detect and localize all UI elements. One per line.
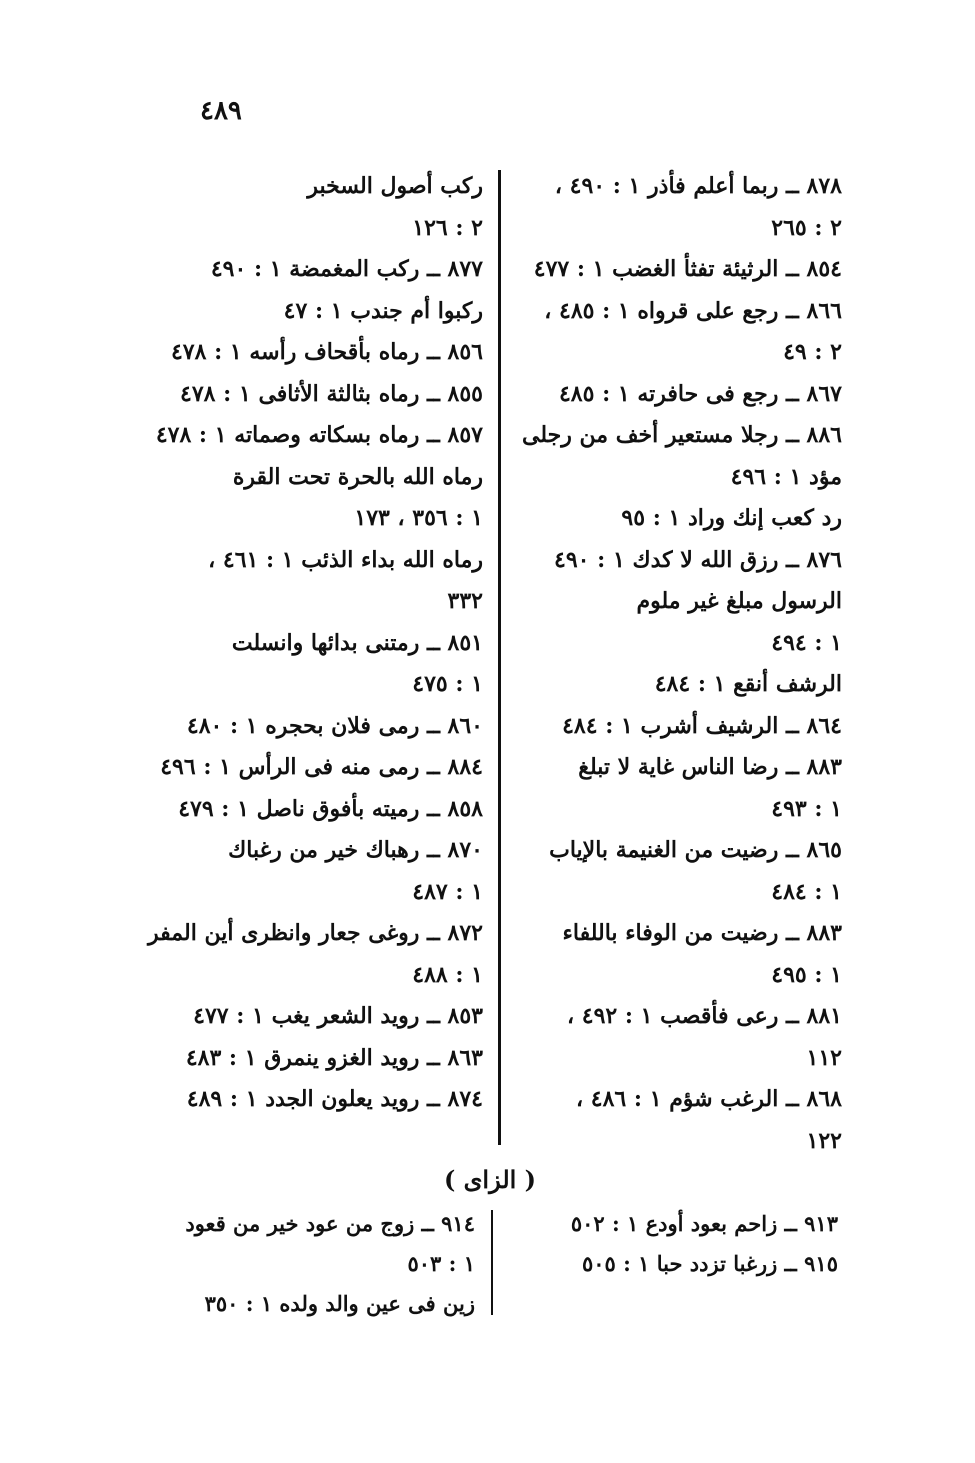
index-entry: ركب أصول السخبر (307, 173, 483, 199)
index-entry: ١ : ٤٨٤ (771, 878, 842, 905)
index-entry: ٣٣٢ (447, 588, 483, 614)
index-entry: ٩١٣ ــ زاحم بعود أودع ١ : ٥٠٢ (570, 1211, 838, 1236)
index-entry: ٨٨٦ ــ رجلا مستعير أخف من رجلى (522, 422, 842, 448)
index-entry: رماه الله بالحرة تحت القرة (232, 463, 483, 490)
index-entry: ١ : ٤٧٥ (412, 671, 483, 697)
index-entry: ٨٥٥ ــ رماه بثالثة الأثافى ١ : ٤٧٨ (180, 380, 483, 407)
column-divider (498, 170, 501, 1145)
index-entry: ٩١٤ ــ زوج من عود خير من قعود (185, 1211, 475, 1236)
index-entry: ٨٦٦ ــ رجع على قرواه ١ : ٤٨٥ ، (544, 297, 842, 324)
index-entry: ٨٨٣ ــ رضا الناس غاية لا تبلغ (578, 754, 842, 780)
index-entry: ٢ : ٢٦٥ (771, 214, 842, 241)
index-column-left (148, 166, 483, 1121)
index-entry: ٨٨١ ــ رعى فأقصب ١ : ٤٩٢ ، (567, 1003, 842, 1029)
index-column-right (520, 166, 842, 1162)
index-entry: ٨٦٨ ــ الرغب شؤم ١ : ٤٨٦ ، (576, 1086, 842, 1112)
index-entry: ٨٨٣ ــ رضيت من الوفاء باللفاء (562, 920, 842, 946)
index-entry: رد كعب إنك وراد ١ : ٩٥ (621, 505, 842, 531)
index-entry: ٨٥١ ــ رمتنى بدائها وانسلت (231, 629, 483, 656)
index-entry: ١ : ٤٨٧ (412, 878, 483, 905)
index-entry: ٨٦٧ ــ رجع فى حافرته ١ : ٤٨٥ (558, 380, 842, 407)
index-entry: مؤد ١ : ٤٩٦ (730, 463, 842, 490)
index-entry: ١ : ٤٩٣ (771, 795, 842, 822)
index-entry: ٢ : ١٢٦ (412, 214, 483, 241)
index-entry: ٨٥٤ ــ الرثيئة تفثأ الغضب ١ : ٤٧٧ (533, 256, 842, 282)
index-entry: ١ : ٤٩٥ (771, 961, 842, 988)
index-entry: ٨٧٧ ــ ركب المغمضة ١ : ٤٩٠ (210, 256, 483, 282)
index-entry: ١ : ٥٠٣ (407, 1251, 475, 1276)
section-column-left (165, 1204, 475, 1324)
index-entry: ركبوا أم جندب ١ : ٤٧ (283, 297, 483, 324)
index-entry: ٨٧٠ ــ رهباك خير من رغباك (228, 837, 483, 863)
index-entry: ٨٧٢ ــ روغى جعار وانظرى أين المفر (148, 920, 483, 946)
index-entry: ٨٥٦ ــ رماه بأقحاف رأسه ١ : ٤٧٨ (170, 339, 483, 365)
index-entry: ٨٨٤ ــ رمى منه فى الرأس ١ : ٤٩٦ (160, 754, 483, 780)
index-entry: ٩١٥ ــ زرغبا تزدد حبا ١ : ٥٠٥ (581, 1251, 838, 1276)
index-entry: ٨٦٥ ــ رضيت من الغنيمة بالإياب (549, 837, 842, 863)
index-entry: ١١٢ (806, 1044, 842, 1071)
index-entry: ٨٦٤ ــ الرشيف أشرب ١ : ٤٨٤ (562, 712, 842, 739)
section-column-right (520, 1204, 838, 1284)
section-title: ( الزاى ) (443, 1165, 537, 1194)
section-column-divider (491, 1210, 493, 1315)
index-entry: ٨٥٧ ــ رماه بسكاته وصماته ١ : ٤٧٨ (155, 422, 483, 448)
index-entry: الرشف أنقع ١ : ٤٨٤ (654, 671, 842, 697)
index-entry: ٨٦٠ ــ رمى فلان بحجره ١ : ٤٨٠ (186, 712, 483, 739)
index-entry: ٨٥٨ ــ رميته بأفوق ناصل ١ : ٤٧٩ (178, 795, 483, 822)
index-entry: زين فى عين والد ولده ١ : ٣٥٠ (204, 1291, 475, 1316)
index-entry: ٨٧٦ ــ رزق الله لا كدك ١ : ٤٩٠ (554, 546, 842, 573)
index-entry: ٨٥٣ ــ رويد الشعر يغب ١ : ٤٧٧ (193, 1003, 483, 1029)
index-entry: ١ : ٣٥٦ ، ١٧٣ (354, 505, 483, 531)
index-entry: ٨٧٤ ــ رويد يعلون الجدد ١ : ٤٨٩ (186, 1086, 483, 1112)
index-entry: ١ : ٤٨٨ (412, 961, 483, 988)
index-entry: رماه الله بداء الذئب ١ : ٤٦١ ، (208, 546, 483, 573)
index-entry: ٨٧٨ ــ ربما أعلم فأذر ١ : ٤٩٠ ، (554, 173, 842, 199)
index-entry: الرسول مبلغ غير ملوم (636, 588, 842, 614)
index-entry: ١٢٢ (806, 1127, 842, 1154)
index-entry: ٨٦٣ ــ رويد الغزو ينمرق ١ : ٤٨٣ (185, 1044, 483, 1071)
page-number: ٤٨٩ (200, 96, 242, 126)
index-entry: ١ : ٤٩٤ (771, 629, 842, 656)
index-entry: ٢ : ٤٩ (783, 339, 842, 365)
